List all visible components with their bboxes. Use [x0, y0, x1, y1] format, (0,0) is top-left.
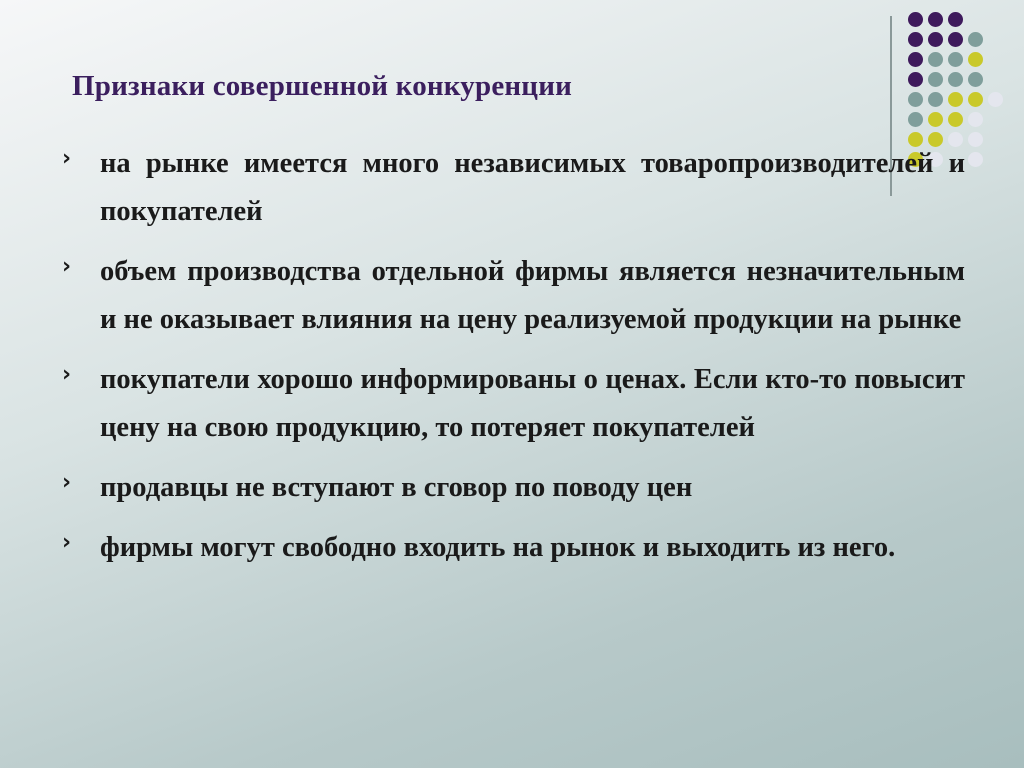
- bullet-arrow-icon: ›: [62, 362, 72, 387]
- bullet-text: покупатели хорошо информированы о ценах. Если кто-то повысит цену на свою продукцию, то потеряет покупателей: [100, 364, 965, 443]
- slide-title: Признаки совершенной конкуренции: [72, 70, 573, 102]
- decor-dot: [928, 92, 943, 107]
- decor-dot: [928, 52, 943, 67]
- bullet-text: на рынке имеется много независимых товаропроизводителей и покупателей: [100, 148, 965, 227]
- decor-dot: [948, 72, 963, 87]
- decor-dot: [948, 32, 963, 47]
- decor-dot: [968, 152, 983, 167]
- bullet-text: продавцы не вступают в сговор по поводу цен: [100, 472, 693, 503]
- bullet-item-4: [60, 464, 965, 512]
- decor-dot: [928, 112, 943, 127]
- decor-dot: [928, 72, 943, 87]
- bullet-item-2: [60, 248, 965, 344]
- decor-dot: [908, 32, 923, 47]
- decor-dot: [968, 132, 983, 147]
- bullet-text: объем производства отдельной фирмы является незначительным и не оказывает влияния на цену реализуемой продукции на рынке: [100, 256, 965, 335]
- decor-dot: [908, 12, 923, 27]
- bullet-item-3: [60, 356, 965, 452]
- decor-dot: [928, 32, 943, 47]
- bullet-item-5: [60, 524, 965, 572]
- decor-dot: [948, 12, 963, 27]
- bullet-arrow-icon: ›: [62, 470, 72, 495]
- bullet-text: фирмы могут свободно входить на рынок и выходить из него.: [100, 532, 896, 563]
- decor-dot: [968, 52, 983, 67]
- decor-dot: [968, 72, 983, 87]
- decor-dot: [908, 52, 923, 67]
- bullet-arrow-icon: ›: [62, 254, 72, 279]
- decor-dot: [968, 32, 983, 47]
- decor-dot: [948, 52, 963, 67]
- decor-dot: [988, 92, 1003, 107]
- decor-dot: [908, 92, 923, 107]
- decor-dot: [968, 92, 983, 107]
- bullet-list: [60, 140, 965, 584]
- bullet-item-1: [60, 140, 965, 236]
- bullet-arrow-icon: ›: [62, 146, 72, 171]
- decor-dot: [908, 112, 923, 127]
- decor-dot: [948, 92, 963, 107]
- bullet-arrow-icon: ›: [62, 530, 72, 555]
- decor-dot: [968, 112, 983, 127]
- decor-dot: [908, 72, 923, 87]
- decor-dot: [928, 12, 943, 27]
- decor-dot: [948, 112, 963, 127]
